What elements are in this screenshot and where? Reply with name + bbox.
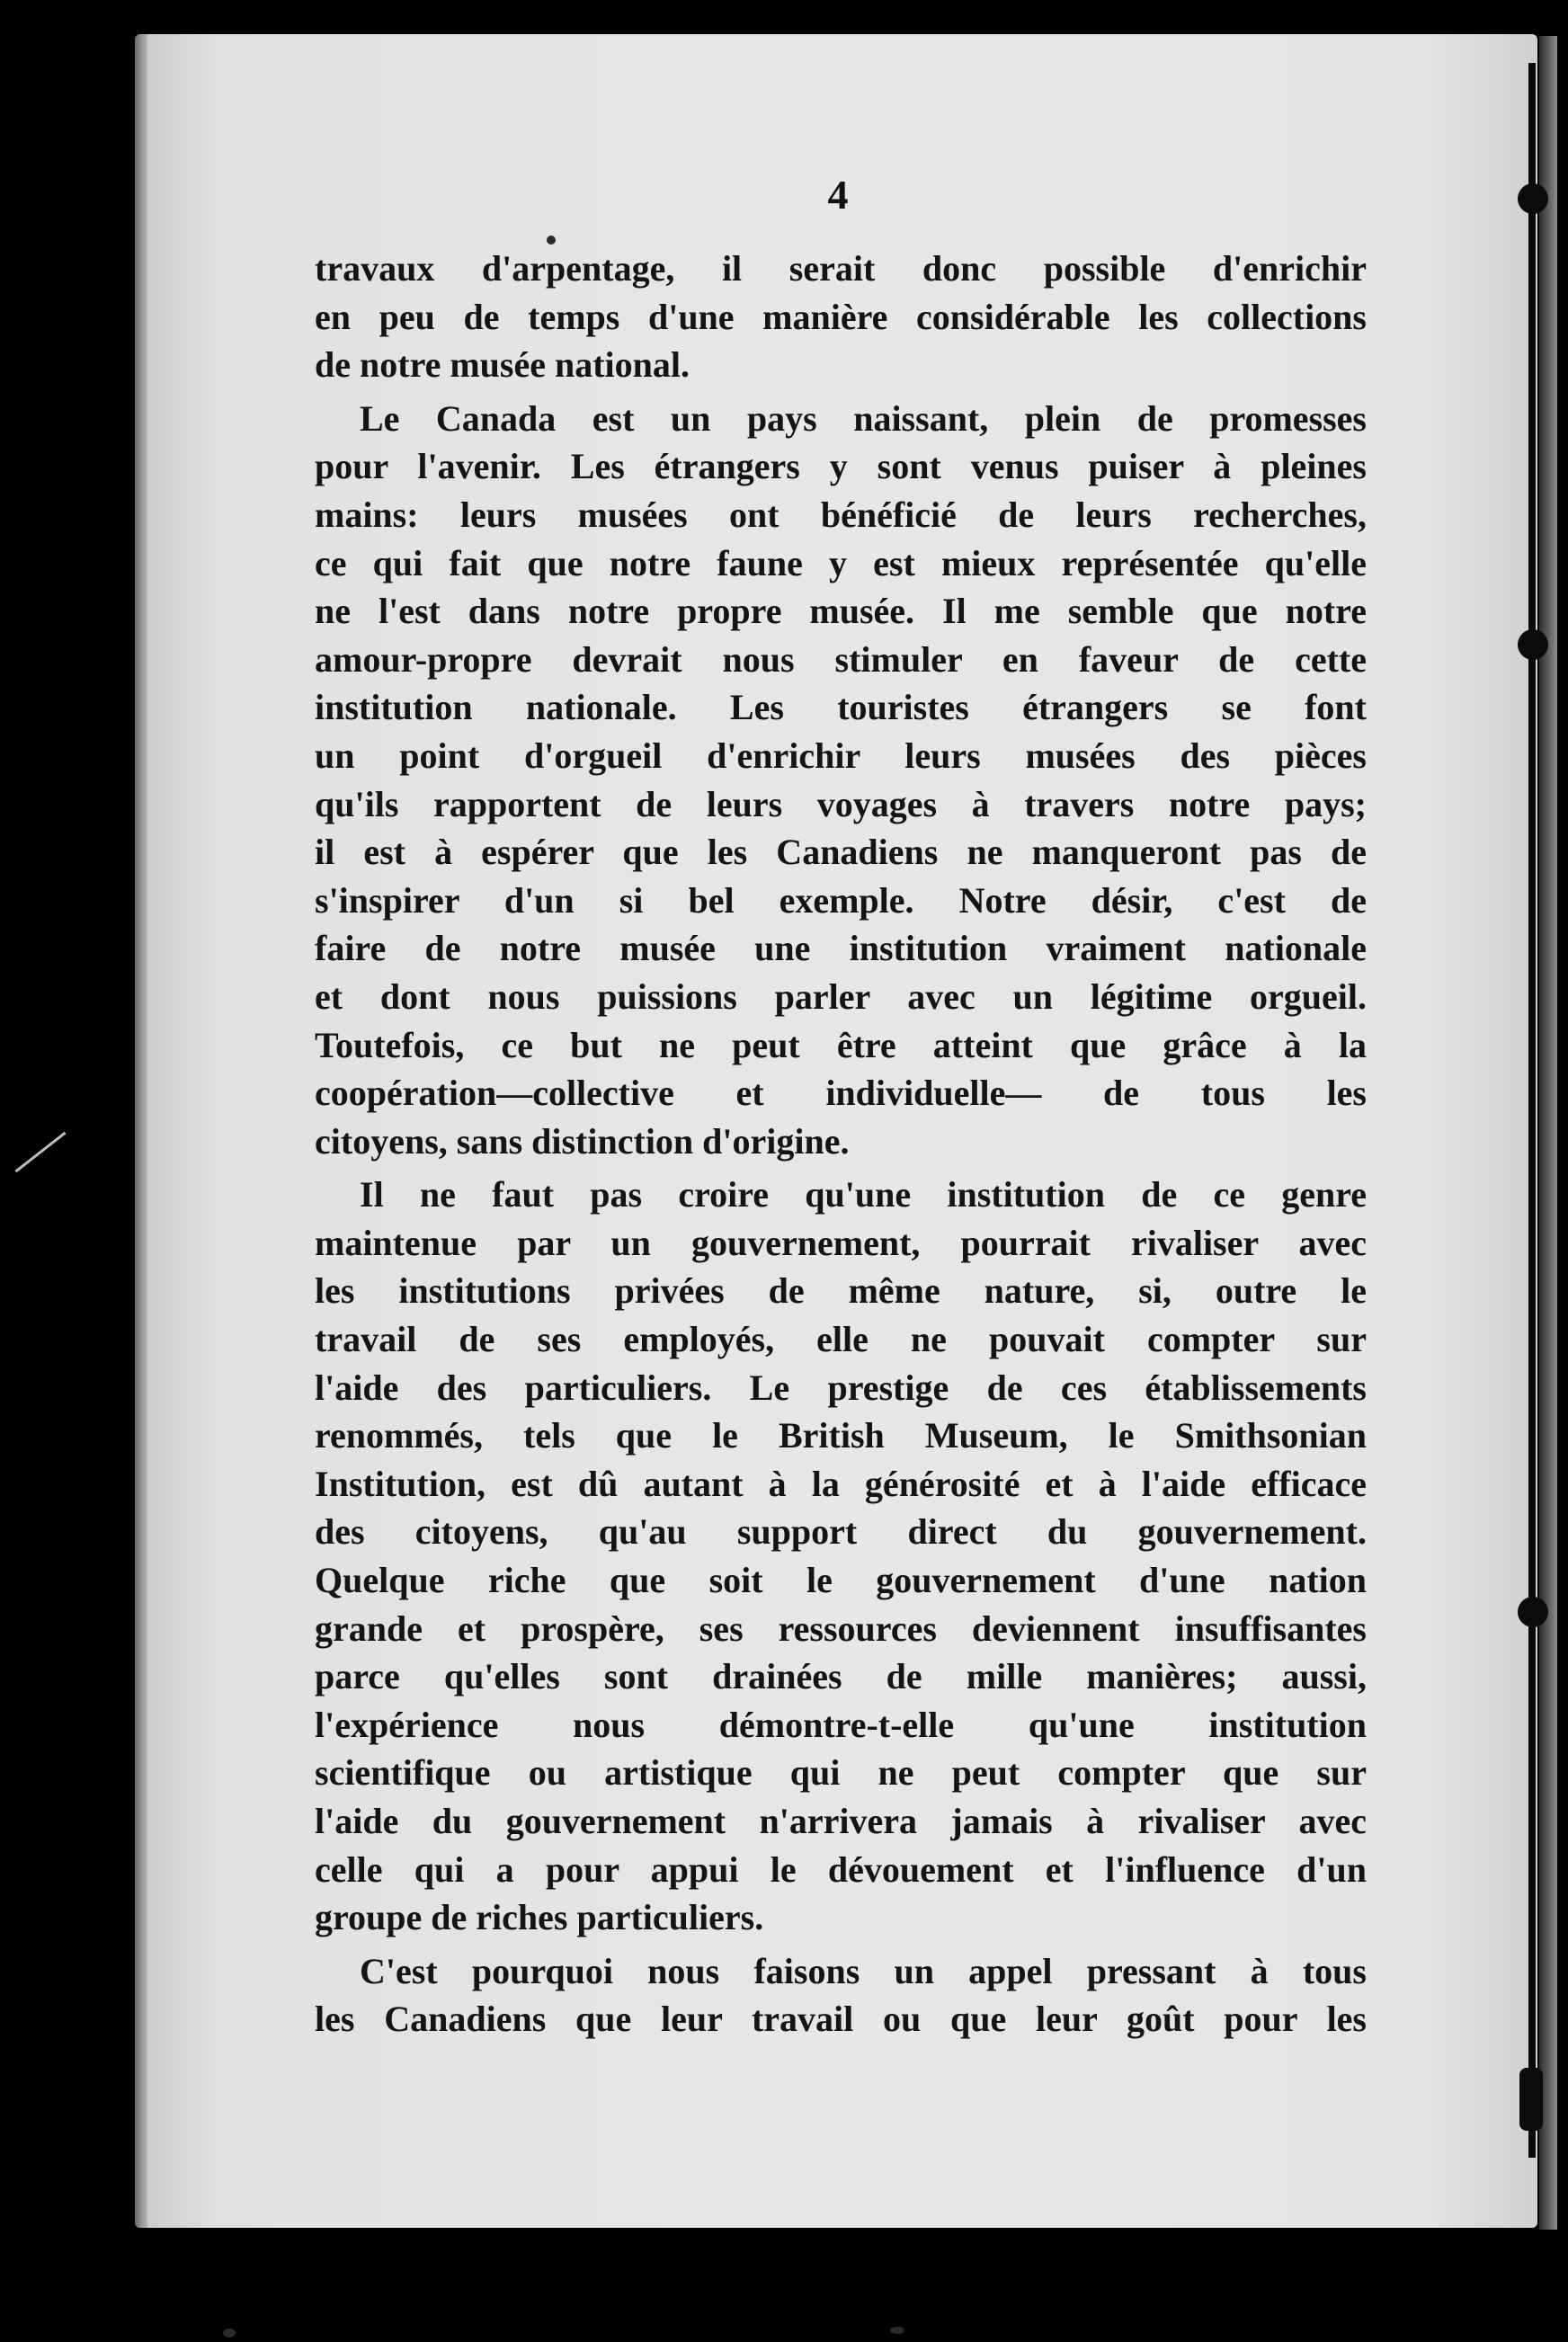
body-text [315, 245, 1367, 2044]
text-line: coopération—collective et individuelle— de tous les [315, 1073, 1367, 1114]
text-line: un point d'orgueil d'enrichir leurs musées des pièces [315, 735, 1367, 776]
text-line: celle qui a pour appui le dévouement et l'influence d'un [315, 1848, 1367, 1890]
binding-strip [1539, 36, 1557, 2230]
ink-speck [890, 2327, 904, 2334]
text-line: Institution, est dû autant à la générosité et à l'aide efficace [315, 1463, 1367, 1504]
text-line: s'inspirer d'un si bel exemple. Notre désir, c'est de [315, 879, 1367, 921]
text-line: travail de ses employés, elle ne pouvait compter sur [315, 1319, 1367, 1360]
binding-rivet-icon [1518, 629, 1548, 660]
page-shadow-edge [135, 34, 147, 2228]
text-line: l'aide du gouvernement n'arrivera jamais à rivaliser avec [315, 1801, 1367, 1841]
text-line: grande et prospère, ses ressources deviennent insuffisantes [315, 1607, 1367, 1649]
text-line: amour-propre devrait nous stimuler en faveur de cette [315, 638, 1367, 680]
text-line: qu'ils rapportent de leurs voyages à travers notre pays; [315, 783, 1367, 824]
scan-scratch [14, 1132, 66, 1172]
text-line: ce qui fait que notre faune y est mieux représentée qu'elle [315, 542, 1367, 583]
page-number: 4 [827, 172, 849, 218]
text-line: travaux d'arpentage, il serait donc possible d'enrichir [315, 248, 1367, 289]
text-line: mains: leurs musées ont bénéficié de leurs recherches, [315, 494, 1367, 535]
text-line: parce qu'elles sont drainées de mille manières; aussi, [315, 1656, 1367, 1697]
text-line: de notre musée national. [315, 344, 690, 386]
text-line: Quelque riche que soit le gouvernement d'une nation [315, 1560, 1367, 1601]
text-line: pour l'avenir. Les étrangers y sont venus puiser à pleines [315, 446, 1367, 487]
binding-spine [1528, 63, 1536, 2158]
text-line: en peu de temps d'une manière considérable les collections [315, 296, 1367, 337]
text-line: C'est pourquoi nous faisons un appel pressant à tous [360, 1950, 1367, 1991]
text-line: groupe de riches particuliers. [315, 1897, 764, 1938]
ink-speck [547, 236, 556, 245]
text-line: faire de notre musée une institution vraiment nationale [315, 928, 1367, 969]
text-line: citoyens, sans distinction d'origine. [315, 1120, 850, 1162]
text-line: les institutions privées de même nature, si, outre le [315, 1270, 1367, 1312]
text-line: scientifique ou artistique qui ne peut compter que sur [315, 1752, 1367, 1794]
text-line: il est à espérer que les Canadiens ne manqueront pas de [315, 832, 1367, 873]
text-line: ne l'est dans notre propre musée. Il me semble que notre [315, 591, 1367, 632]
text-line: Toutefois, ce but ne peut être atteint que grâce à la [315, 1024, 1367, 1065]
text-line: institution nationale. Les touristes étrangers se font [315, 687, 1367, 728]
text-line: l'aide des particuliers. Le prestige de ces établissements [315, 1367, 1367, 1408]
text-line: l'expérience nous démontre-t-elle qu'une institution [315, 1704, 1367, 1745]
text-line: renommés, tels que le British Museum, le Smithsonian [315, 1415, 1367, 1456]
text-line: maintenue par un gouvernement, pourrait rivaliser avec [315, 1222, 1367, 1263]
binding-rivet-icon [1518, 1597, 1548, 1627]
text-line: les Canadiens que leur travail ou que leur goût pour les [315, 1999, 1367, 2040]
ink-speck [223, 2329, 236, 2338]
binding-clip-icon [1519, 2068, 1543, 2131]
text-line: Le Canada est un pays naissant, plein de promesses [360, 397, 1367, 439]
text-line: des citoyens, qu'au support direct du gouvernement. [315, 1511, 1367, 1553]
text-line: et dont nous puissions parler avec un légitime orgueil. [315, 975, 1367, 1017]
text-line: Il ne faut pas croire qu'une institution de ce genre [360, 1174, 1367, 1216]
